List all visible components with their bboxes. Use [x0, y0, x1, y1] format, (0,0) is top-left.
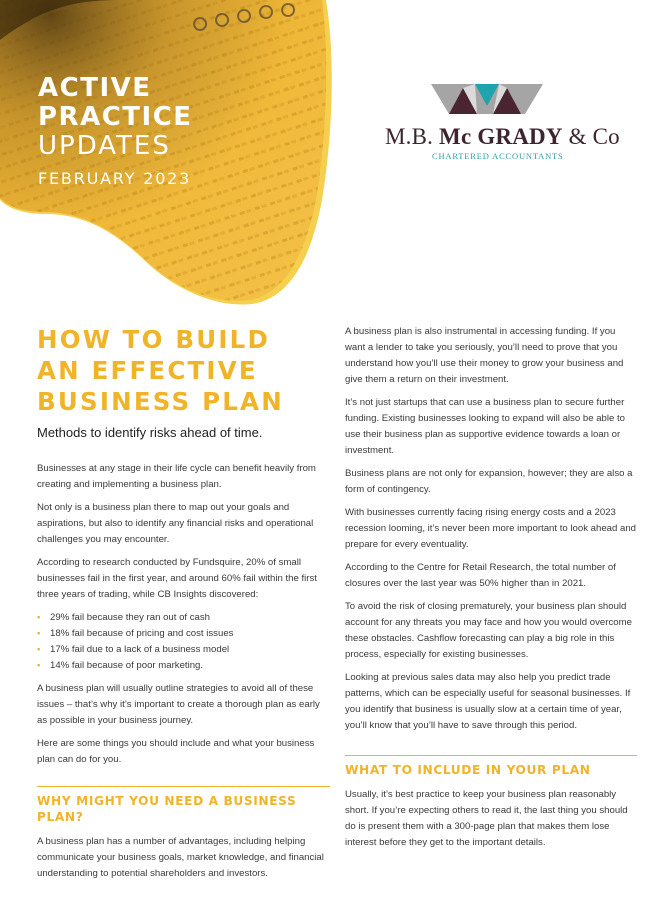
section-heading-what [345, 755, 637, 778]
bullet-icon: • [37, 612, 41, 623]
section-heading-why [37, 786, 330, 825]
masthead-line-updates: UPDATES [38, 131, 171, 161]
body-paragraph: According to research conducted by Fundsquire, 20% of small businesses fail in the first year, and around 60% fail within the first three years of trading, while CB Insights discovered: [37, 557, 317, 600]
bullet-icon: • [37, 628, 41, 639]
list-item [37, 658, 330, 674]
body-paragraph: A business plan has a number of advantages, including helping communicate your business goals, market knowledge, and financial understanding to potential shareholders and investors. [37, 836, 324, 879]
masthead-line-active: ACTIVE [38, 73, 152, 103]
issue-date: FEBRUARY 2023 [38, 169, 192, 188]
body-paragraph: Not only is a business plan there to map out your goals and aspirations, but also to identify any financial risks and operational challenges you may encounter. [37, 502, 314, 545]
body-paragraph: Looking at previous sales data may also help you predict trade patterns, which can be especially useful for seasonal businesses. If you identify that business is usually slow at a certain time of year, you’ll know that you’ll have to save through this period. [345, 672, 631, 731]
company-name [385, 124, 620, 150]
body-paragraph: It’s not just startups that can use a business plan to secure further funding. Existing businesses looking to expand will also be able to use their business plan as supportive evidence towards a loan or investment. [345, 397, 625, 456]
title-line: HOW TO BUILD [37, 325, 270, 354]
statistics-list [37, 610, 330, 674]
bullet-icon: • [37, 644, 41, 655]
title-line: BUSINESS PLAN [37, 387, 284, 416]
company-name-main: Mc GRADY [439, 124, 563, 149]
body-paragraph: To avoid the risk of closing prematurely, your business plan should account for any threats you may face and how you would overcome these obstacles. Cashflow forecasting can play a big role in this process, especially for existing businesses. [345, 601, 632, 660]
company-name-suffix: & Co [562, 124, 620, 149]
section-heading-text: WHAT TO INCLUDE IN YOUR PLAN [345, 763, 591, 777]
newsletter-masthead [38, 74, 193, 188]
list-item-text: 18% fail because of pricing and cost issues [50, 628, 234, 639]
masthead-line-practice: PRACTICE [38, 102, 193, 132]
body-paragraph: Here are some things you should include and what your business plan can do for you. [37, 738, 315, 765]
logo-mark-icon [431, 84, 543, 116]
list-item [37, 642, 330, 658]
company-tagline: CHARTERED ACCOUNTANTS [432, 151, 564, 161]
article-title [37, 324, 330, 417]
article-subtitle: Methods to identify risks ahead of time. [37, 425, 263, 440]
body-paragraph: Businesses at any stage in their life cycle can benefit heavily from creating and implementing a business plan. [37, 463, 316, 490]
body-paragraph: With businesses currently facing rising energy costs and a 2023 recession looming, it’s never been more important to look ahead and prepare for every eventuality. [345, 507, 637, 550]
company-logo [385, 84, 620, 161]
section-heading-text: WHY MIGHT YOU NEED A BUSINESS PLAN? [37, 794, 297, 824]
list-item [37, 610, 330, 626]
list-item-text: 29% fail because they ran out of cash [50, 612, 210, 623]
body-paragraph: A business plan is also instrumental in accessing funding. If you want a lender to take you seriously, you’ll need to prove that you understand how you’ll use their money to grow your business and give them a return on their investment. [345, 326, 624, 385]
body-paragraph: Business plans are not only for expansion, however; they are also a form of contingency. [345, 468, 633, 495]
company-name-prefix: M.B. [385, 124, 440, 149]
left-column [37, 324, 330, 889]
body-paragraph: Usually, it’s best practice to keep your business plan reasonably short. If you’re expecting others to read it, the last thing you should do is present them with a 300-page plan that makes them lose interest before they get to the important details. [345, 789, 628, 848]
title-line: AN EFFECTIVE [37, 356, 258, 385]
list-item [37, 626, 330, 642]
bullet-icon: • [37, 660, 41, 671]
list-item-text: 14% fail because of poor marketing. [50, 660, 204, 671]
body-paragraph: According to the Centre for Retail Research, the total number of closures over the last year was 50% higher than in 2021. [345, 562, 616, 589]
body-paragraph: A business plan will usually outline strategies to avoid all of these issues – that’s why it’s important to create a thorough plan as early as possible in your business journey. [37, 683, 320, 726]
list-item-text: 17% fail due to a lack of a business model [50, 644, 230, 655]
right-column [345, 324, 637, 858]
